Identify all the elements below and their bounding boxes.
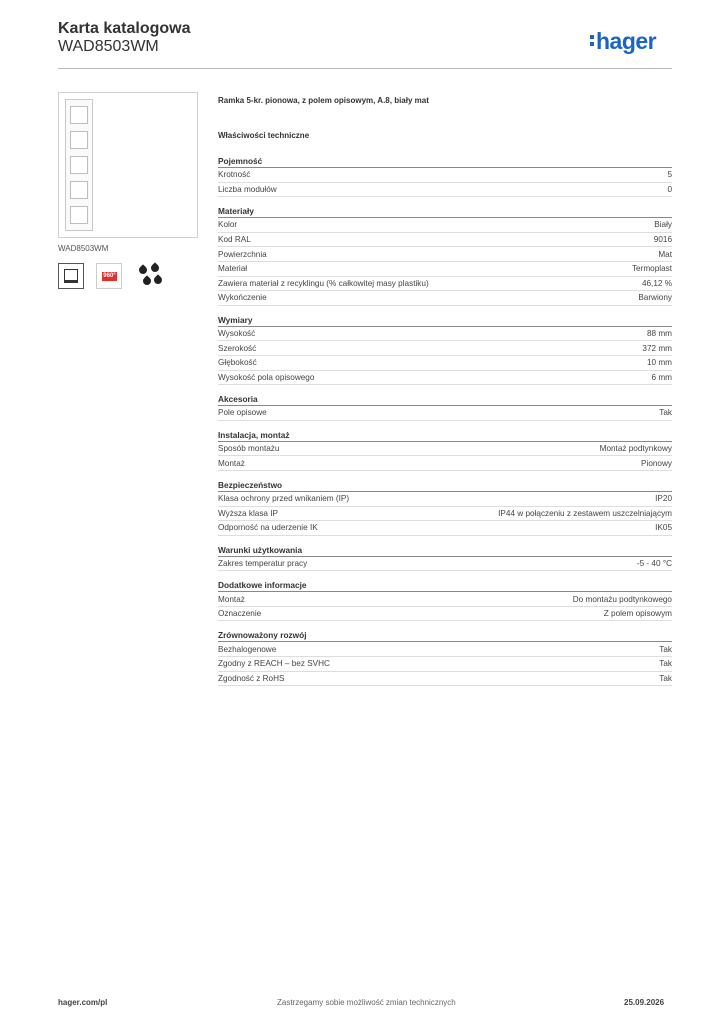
spec-section [218, 430, 672, 471]
spec-row [218, 592, 672, 607]
properties-heading: Właściwości techniczne [218, 131, 310, 140]
spec-value: 10 mm [646, 358, 672, 368]
section-title: Akcesoria [218, 394, 672, 406]
spec-value: Do montażu podtynkowego [572, 594, 672, 604]
spec-value: Montaż podtynkowy [599, 444, 672, 454]
header-divider [58, 68, 672, 69]
product-description: Ramka 5-kr. pionowa, z polem opisowym, A.8, biały mat [218, 96, 429, 105]
section-title: Instalacja, montaż [218, 430, 672, 442]
spec-label: Wysokość pola opisowego [218, 372, 315, 382]
spec-row [218, 657, 672, 672]
spec-row [218, 607, 672, 622]
spec-row [218, 218, 672, 233]
spec-row [218, 406, 672, 421]
spec-value: 5 [667, 170, 672, 180]
spec-label: Materiał [218, 264, 248, 274]
product-image [58, 92, 198, 238]
spec-label: Zgodność z RoHS [218, 673, 285, 683]
spec-section [218, 315, 672, 385]
spec-row [218, 456, 672, 471]
spec-row [218, 247, 672, 262]
spec-value: Biały [654, 220, 672, 230]
section-title: Dodatkowe informacje [218, 580, 672, 592]
spec-label: Głębokość [218, 358, 257, 368]
section-title: Zrównoważony rozwój [218, 630, 672, 642]
spec-section [218, 156, 672, 197]
spec-value: 9016 [653, 235, 672, 245]
spec-label: Krotność [218, 170, 251, 180]
spec-row [218, 183, 672, 198]
spec-value: Termoplast [631, 264, 672, 274]
spec-value: 46,12 % [641, 278, 672, 288]
spec-label: Szerokość [218, 343, 257, 353]
spec-row [218, 492, 672, 507]
logo-text: hager [596, 28, 657, 54]
spec-label: Bezhalogenowe [218, 644, 277, 654]
spec-section [218, 480, 672, 536]
spec-section [218, 630, 672, 686]
spec-row [218, 371, 672, 386]
spec-label: Odporność na uderzenie IK [218, 523, 318, 533]
spec-label: Wykończenie [218, 293, 267, 303]
spec-label: Zgodny z REACH – bez SVHC [218, 659, 330, 669]
footer-website[interactable]: hager.com/pl [58, 998, 108, 1007]
spec-row [218, 262, 672, 277]
spec-row [218, 341, 672, 356]
spec-label: Kolor [218, 220, 238, 230]
spec-label: Pole opisowe [218, 408, 267, 418]
spec-row [218, 557, 672, 572]
spec-value: Z polem opisowym [603, 609, 672, 619]
spec-value: Tak [659, 659, 672, 669]
glow-wire-label: 960° [103, 273, 116, 279]
spec-section [218, 580, 672, 621]
spec-row [218, 507, 672, 522]
flush-mount-symbol-icon [58, 263, 84, 289]
section-title: Materiały [218, 206, 672, 218]
spec-label: Liczba modułów [218, 184, 277, 194]
spec-value: Tak [659, 673, 672, 683]
spec-value: 372 mm [642, 343, 672, 353]
spec-value: Tak [659, 644, 672, 654]
spec-row [218, 327, 672, 342]
spec-section [218, 545, 672, 572]
spec-row [218, 642, 672, 657]
spec-label: Sposób montażu [218, 444, 280, 454]
spec-label: Kod RAL [218, 235, 251, 245]
spec-section [218, 394, 672, 421]
spec-label: Oznaczenie [218, 609, 262, 619]
spec-value: Tak [659, 408, 672, 418]
spec-value: Barwiony [638, 293, 672, 303]
spec-label: Montaż [218, 594, 245, 604]
spec-row [218, 672, 672, 687]
spec-row [218, 442, 672, 457]
spec-label: Wyższa klasa IP [218, 508, 278, 518]
spec-value: -5 - 40 °C [636, 558, 672, 568]
spec-row [218, 233, 672, 248]
logo-dots-icon [590, 33, 594, 49]
spec-value: IP20 [655, 494, 672, 504]
spec-value: 6 mm [651, 372, 672, 382]
spec-value: Pionowy [641, 458, 672, 468]
spec-label: Wysokość [218, 329, 256, 339]
section-title: Warunki użytkowania [218, 545, 672, 557]
spec-section [218, 206, 672, 306]
header-title: Karta katalogowa [58, 20, 191, 37]
spec-label: Zakres temperatur pracy [218, 558, 308, 568]
spec-value: IK05 [655, 523, 672, 533]
spec-label: Klasa ochrony przed wnikaniem (IP) [218, 494, 350, 504]
product-code: WAD8503WM [58, 38, 159, 55]
spec-row [218, 521, 672, 536]
spec-label: Zawiera materiał z recyklingu (% całkowitej masy plastiku) [218, 278, 429, 288]
footer-date: 25.09.2026 [624, 998, 665, 1007]
spec-value: 88 mm [646, 329, 672, 339]
spec-row [218, 168, 672, 183]
spec-value: 0 [667, 184, 672, 194]
spec-value: IP44 w połączeniu z zestawem uszczelniającym [498, 508, 672, 518]
spec-label: Montaż [218, 458, 245, 468]
spec-sections [218, 156, 672, 695]
spec-value: Mat [658, 249, 672, 259]
drip-proof-icon [136, 263, 164, 289]
section-title: Bezpieczeństwo [218, 480, 672, 492]
spec-row [218, 356, 672, 371]
glow-wire-test-icon [96, 263, 122, 289]
section-title: Wymiary [218, 315, 672, 327]
spec-label: Powierzchnia [218, 249, 267, 259]
image-caption: WAD8503WM [58, 244, 109, 253]
spec-row [218, 277, 672, 292]
hager-logo[interactable] [590, 28, 656, 55]
frame-drawing [65, 99, 93, 231]
spec-row [218, 291, 672, 306]
footer-disclaimer: Zastrzegamy sobie możliwość zmian technicznych [277, 998, 456, 1007]
section-title: Pojemność [218, 156, 672, 168]
